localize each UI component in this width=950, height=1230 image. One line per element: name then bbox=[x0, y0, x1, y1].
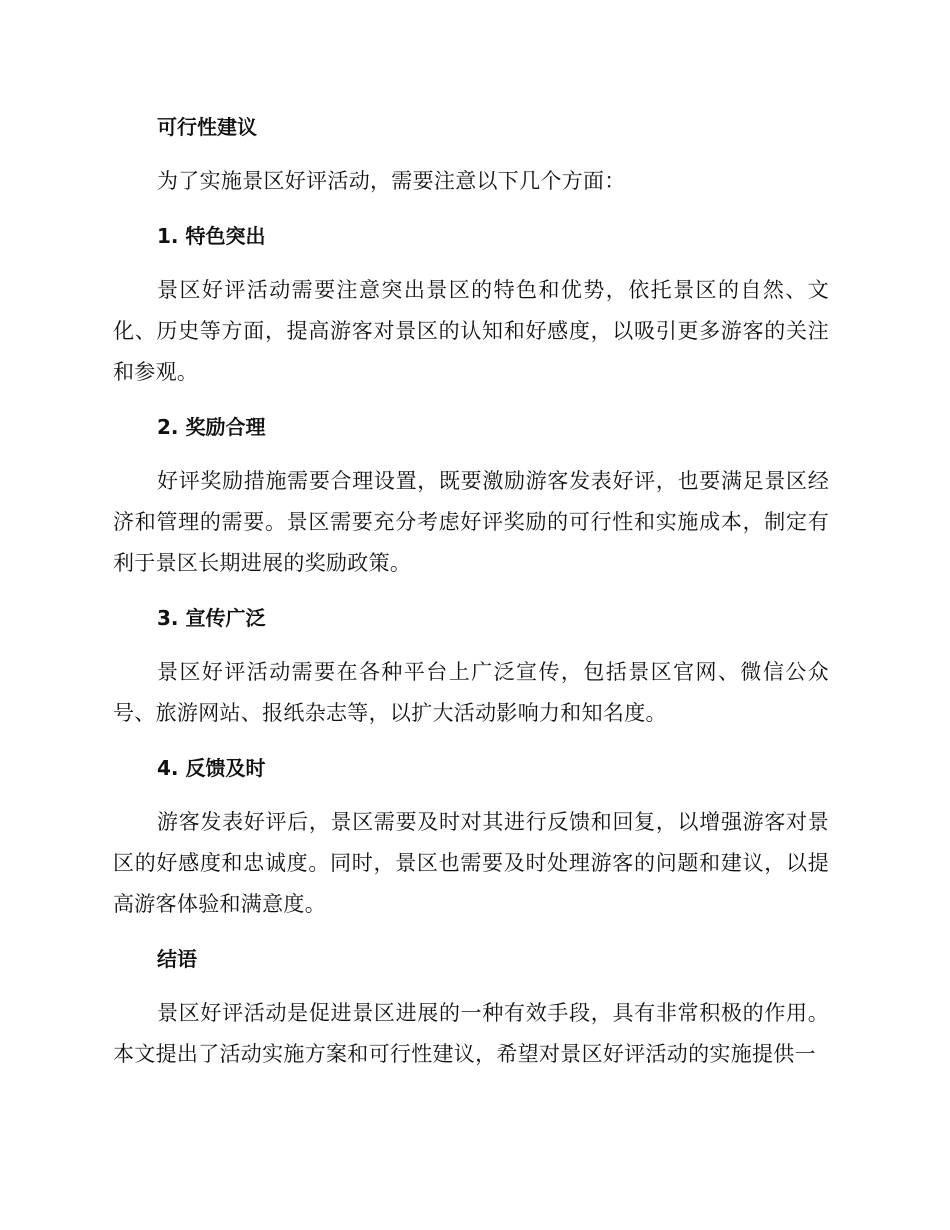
section-heading-feasibility: 可行性建议 bbox=[157, 115, 257, 139]
section-heading-wide-publicity: 3. 宣传广泛 bbox=[157, 606, 266, 630]
section-heading-highlight-features: 1. 特色突出 bbox=[157, 224, 266, 248]
section-paragraph-feasibility: 为了实施景区好评活动，需要注意以下几个方面： bbox=[157, 169, 626, 193]
section-paragraph-wide-publicity: 景区好评活动需要在各种平台上广泛宣传，包括景区官网、微信公众号、旅游网站、报纸杂志等，以扩大活动影响力和知名度。 bbox=[113, 660, 829, 725]
section-heading-timely-feedback: 4. 反馈及时 bbox=[157, 756, 266, 780]
section-paragraph-reasonable-rewards: 好评奖励措施需要合理设置，既要激励游客发表好评，也要满足景区经济和管理的需要。景区需要充分考虑好评奖励的可行性和实施成本，制定有利于景区长期进展的奖励政策。 bbox=[113, 469, 829, 575]
document-page bbox=[113, 106, 829, 1075]
section-heading-reasonable-rewards: 2. 奖励合理 bbox=[157, 415, 266, 439]
section-heading-conclusion: 结语 bbox=[157, 947, 197, 971]
section-paragraph-conclusion: 景区好评活动是促进景区进展的一种有效手段，具有非常积极的作用。本文提出了活动实施方案和可行性建议，希望对景区好评活动的实施提供一 bbox=[113, 1001, 829, 1066]
section-paragraph-timely-feedback: 游客发表好评后，景区需要及时对其进行反馈和回复，以增强游客对景区的好感度和忠诚度。同时，景区也需要及时处理游客的问题和建议，以提高游客体验和满意度。 bbox=[113, 810, 829, 916]
section-paragraph-highlight-features: 景区好评活动需要注意突出景区的特色和优势，依托景区的自然、文化、历史等方面，提高游客对景区的认知和好感度，以吸引更多游客的关注和参观。 bbox=[113, 278, 829, 384]
